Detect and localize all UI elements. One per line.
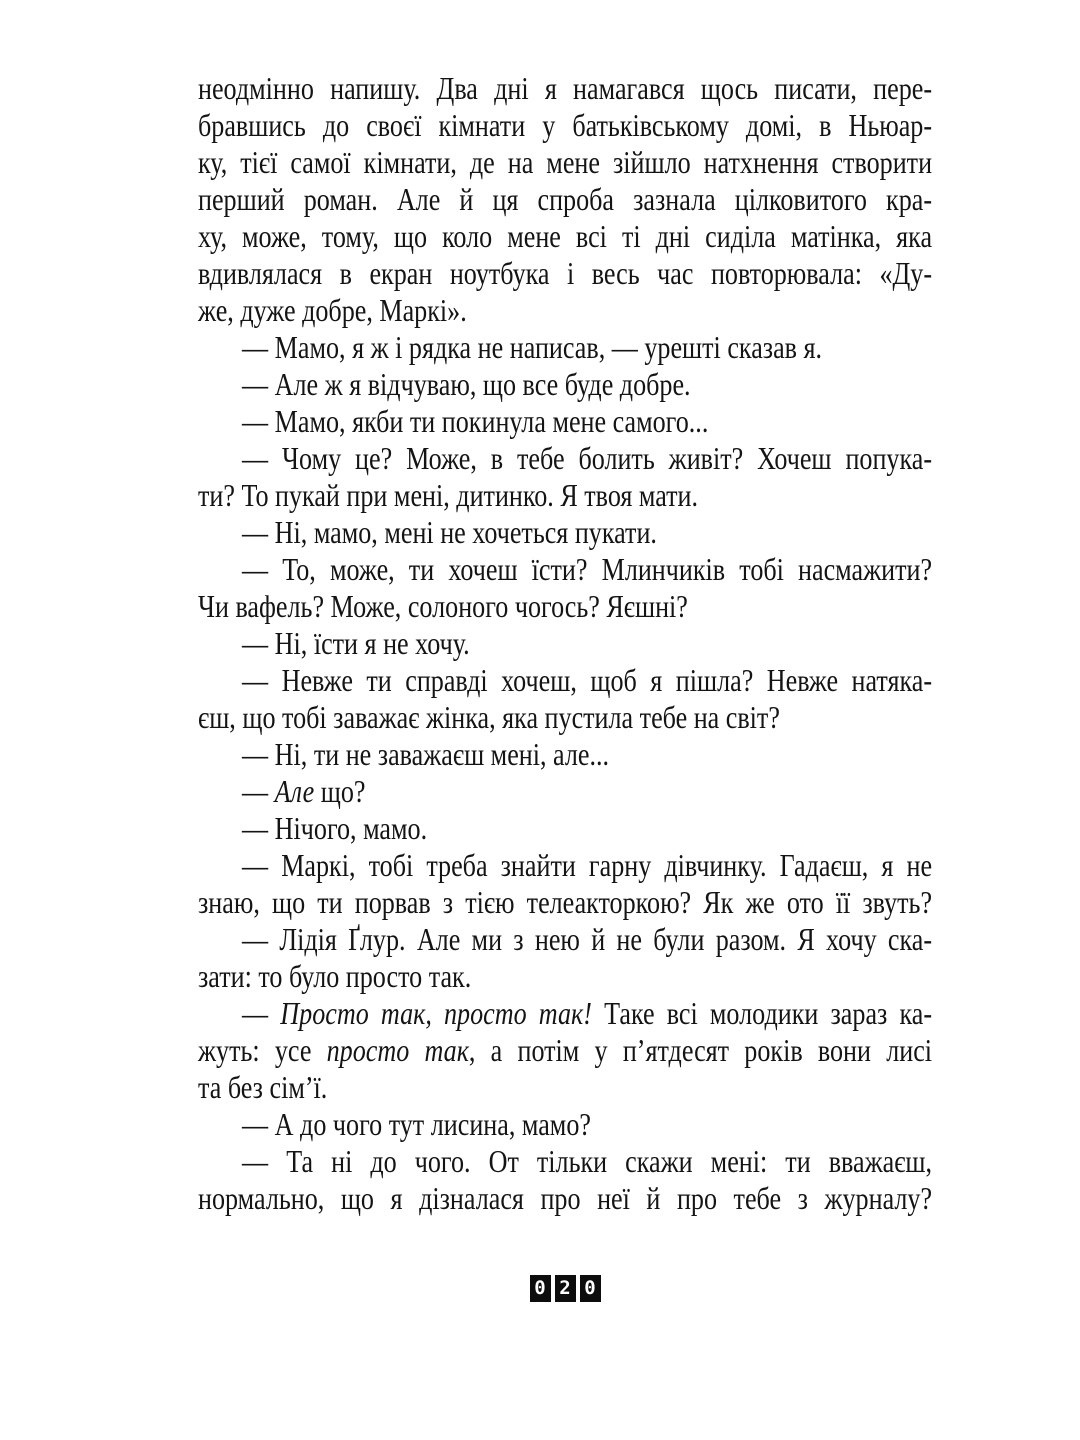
text-segment: ку, тієї самої кімнати, де на мене зійшло натхнення створити <box>198 144 933 180</box>
text-segment: — Мамо, я ж і рядка не написав, — урешті сказав я. <box>242 329 823 365</box>
text-segment: — То, може, ти хочеш їсти? Млинчиків тобі насмажити? <box>242 551 933 587</box>
text-line <box>198 255 932 292</box>
text-line <box>198 477 932 514</box>
text-segment: єш, що тобі заважає жінка, яка пустила тебе на світ? <box>198 699 780 735</box>
text-segment: — Ні, ти не заважаєш мені, але... <box>242 736 610 772</box>
text-segment: , а потім у п’ятдесят років вони лисі <box>468 1032 933 1068</box>
text-segment: — Але ж я відчуваю, що все буде добре. <box>242 366 691 402</box>
text-segment: — Маркі, тобі треба знайти гарну дівчинку. Гадаєш, я не <box>242 847 933 883</box>
text-segment: перший роман. Але й ця спроба зазнала цілковитого кра- <box>198 181 933 217</box>
text-line <box>198 1143 932 1180</box>
page-number-digit: 2 <box>555 1275 576 1302</box>
text-segment: — А до чого тут лисина, мамо? <box>242 1106 591 1142</box>
text-line <box>198 588 932 625</box>
text-line <box>198 70 932 107</box>
text-line <box>198 995 932 1032</box>
text-segment: — Чому це? Може, в тебе болить живіт? Хочеш попука- <box>242 440 933 476</box>
text-line <box>198 440 932 477</box>
text-line <box>198 366 932 403</box>
text-segment: вдивлялася в екран ноутбука і весь час повторювала: «Ду- <box>198 255 933 291</box>
text-line <box>198 1032 932 1069</box>
text-segment: — Та ні до чого. От тільки скажи мені: ти вважаєш, <box>242 1143 933 1179</box>
text-line <box>198 699 932 736</box>
text-line <box>198 810 932 847</box>
text-segment: ти? То пукай при мені, дитинко. Я твоя мати. <box>198 477 699 513</box>
text-line <box>198 1069 932 1106</box>
text-segment: — Лідія Ґлур. Але ми з нею й не були разом. Я хочу ска- <box>242 921 933 957</box>
text-segment: знаю, що ти порвав з тією телеакторкою? Як же ото її звуть? <box>198 884 933 920</box>
text-segment: та без сім’ї. <box>198 1069 328 1105</box>
text-line <box>198 292 932 329</box>
text-segment: Чи вафель? Може, солоного чогось? Яєшні? <box>198 588 688 624</box>
text-segment: — Ні, їсти я не хочу. <box>242 625 470 661</box>
text-segment: Таке всі молодики зараз ка- <box>591 995 933 1031</box>
text-line <box>198 329 932 366</box>
text-line <box>198 551 932 588</box>
text-line <box>198 847 932 884</box>
page-number <box>198 1275 932 1302</box>
italic-text-segment: Але <box>274 773 315 809</box>
text-segment: неодмінно напишу. Два дні я намагався щось писати, пере- <box>198 70 933 106</box>
book-page-text <box>198 70 932 1217</box>
text-line <box>198 181 932 218</box>
text-line <box>198 403 932 440</box>
page-number-digit: 0 <box>580 1275 601 1302</box>
text-line <box>198 1180 932 1217</box>
text-line <box>198 144 932 181</box>
text-segment: — Мамо, якби ти покинула мене самого... <box>242 403 709 439</box>
text-segment: — Невже ти справді хочеш, щоб я пішла? Невже натяка- <box>242 662 933 698</box>
text-line <box>198 218 932 255</box>
text-segment: бравшись до своєї кімнати у батьківському домі, в Ньюар- <box>198 107 933 143</box>
text-segment: — <box>242 995 281 1031</box>
text-segment: що? <box>314 773 366 809</box>
italic-text-segment: Просто так, просто так! <box>280 995 592 1031</box>
text-line <box>198 773 932 810</box>
text-segment: — Ні, мамо, мені не хочеться пукати. <box>242 514 657 550</box>
text-segment: — Нічого, мамо. <box>242 810 428 846</box>
text-line <box>198 736 932 773</box>
text-segment: зати: то було просто так. <box>198 958 472 994</box>
text-line <box>198 514 932 551</box>
text-segment: нормально, що я дізналася про неї й про тебе з журналу? <box>198 1180 933 1216</box>
text-line <box>198 107 932 144</box>
text-segment: жуть: усе <box>198 1032 327 1068</box>
text-segment: же, дуже добре, Маркі». <box>198 292 467 328</box>
italic-text-segment: просто так <box>326 1032 469 1068</box>
page-number-digit: 0 <box>530 1275 551 1302</box>
text-line <box>198 1106 932 1143</box>
text-line <box>198 921 932 958</box>
text-segment: — <box>242 773 275 809</box>
text-segment: ху, може, тому, що коло мене всі ті дні сиділа матінка, яка <box>198 218 933 254</box>
text-line <box>198 662 932 699</box>
text-line <box>198 884 932 921</box>
text-line <box>198 958 932 995</box>
text-line <box>198 625 932 662</box>
